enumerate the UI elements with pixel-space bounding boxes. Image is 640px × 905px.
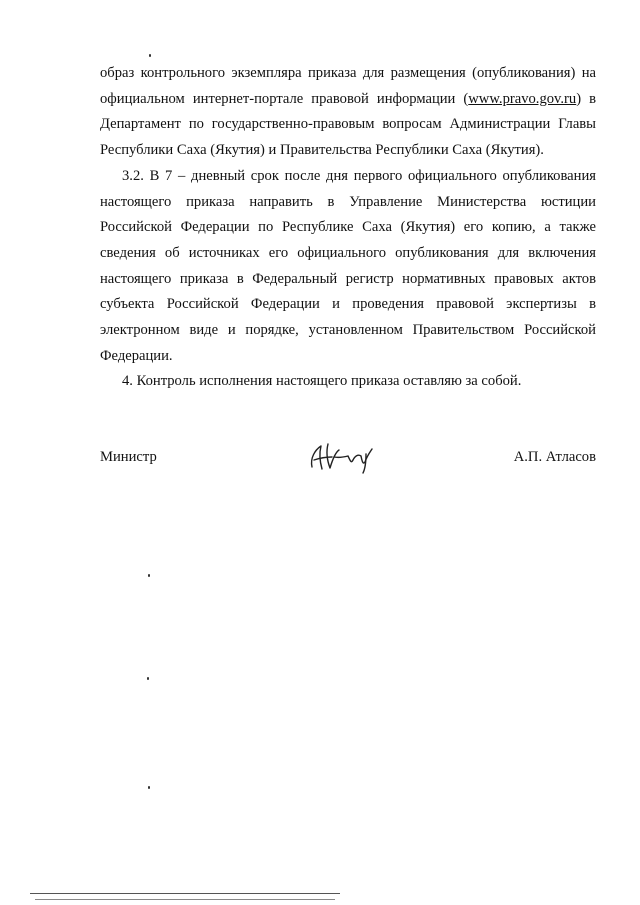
document-body	[100, 61, 596, 395]
scan-speck	[148, 786, 150, 789]
text-line: сведения об источниках его официального опубликования для включения	[100, 244, 596, 261]
text-line: Департамент по государственно-правовым вопросам Администрации Главы	[100, 116, 596, 133]
handwritten-signature	[306, 438, 376, 474]
bottom-rule	[35, 899, 335, 900]
text-line: субъекта Российской Федерации и проведения правовой экспертизы в	[100, 296, 596, 313]
bottom-rule	[30, 893, 340, 894]
paragraph-3-2-first-line: 3.2. В 7 – дневный срок после дня первого официального опубликования	[122, 167, 596, 184]
text-line: Республики Саха (Якутия) и Правительства Республики Саха (Якутия).	[100, 142, 544, 159]
text-line: настоящего приказа направить в Управление Министерства юстиции	[100, 193, 596, 210]
scan-speck	[149, 54, 151, 57]
text-line: настоящего приказа в Федеральный регистр нормативных правовых актов	[100, 270, 596, 287]
text-line-with-link	[100, 87, 596, 113]
website-link[interactable]: www.pravo.gov.ru	[468, 90, 577, 107]
signature-block	[100, 447, 596, 477]
paragraph-4: 4. Контроль исполнения настоящего приказа оставляю за собой.	[122, 373, 522, 390]
text-segment: ) в	[576, 90, 596, 107]
text-segment: официальном интернет-портале правовой информации (	[100, 90, 469, 107]
signatory-name: А.П. Атласов	[513, 449, 596, 465]
text-line: образ контрольного экземпляра приказа для размещения (опубликования) на	[100, 65, 596, 81]
text-line: Российской Федерации по Республике Саха (Якутия) его копию, а также	[100, 219, 596, 236]
text-line: электронном виде и порядке, установленном Правительством Российской	[100, 322, 596, 339]
text-line: Федерации.	[100, 347, 173, 364]
scan-speck	[148, 574, 150, 577]
signatory-title: Министр	[100, 449, 157, 465]
scan-speck	[147, 677, 149, 680]
